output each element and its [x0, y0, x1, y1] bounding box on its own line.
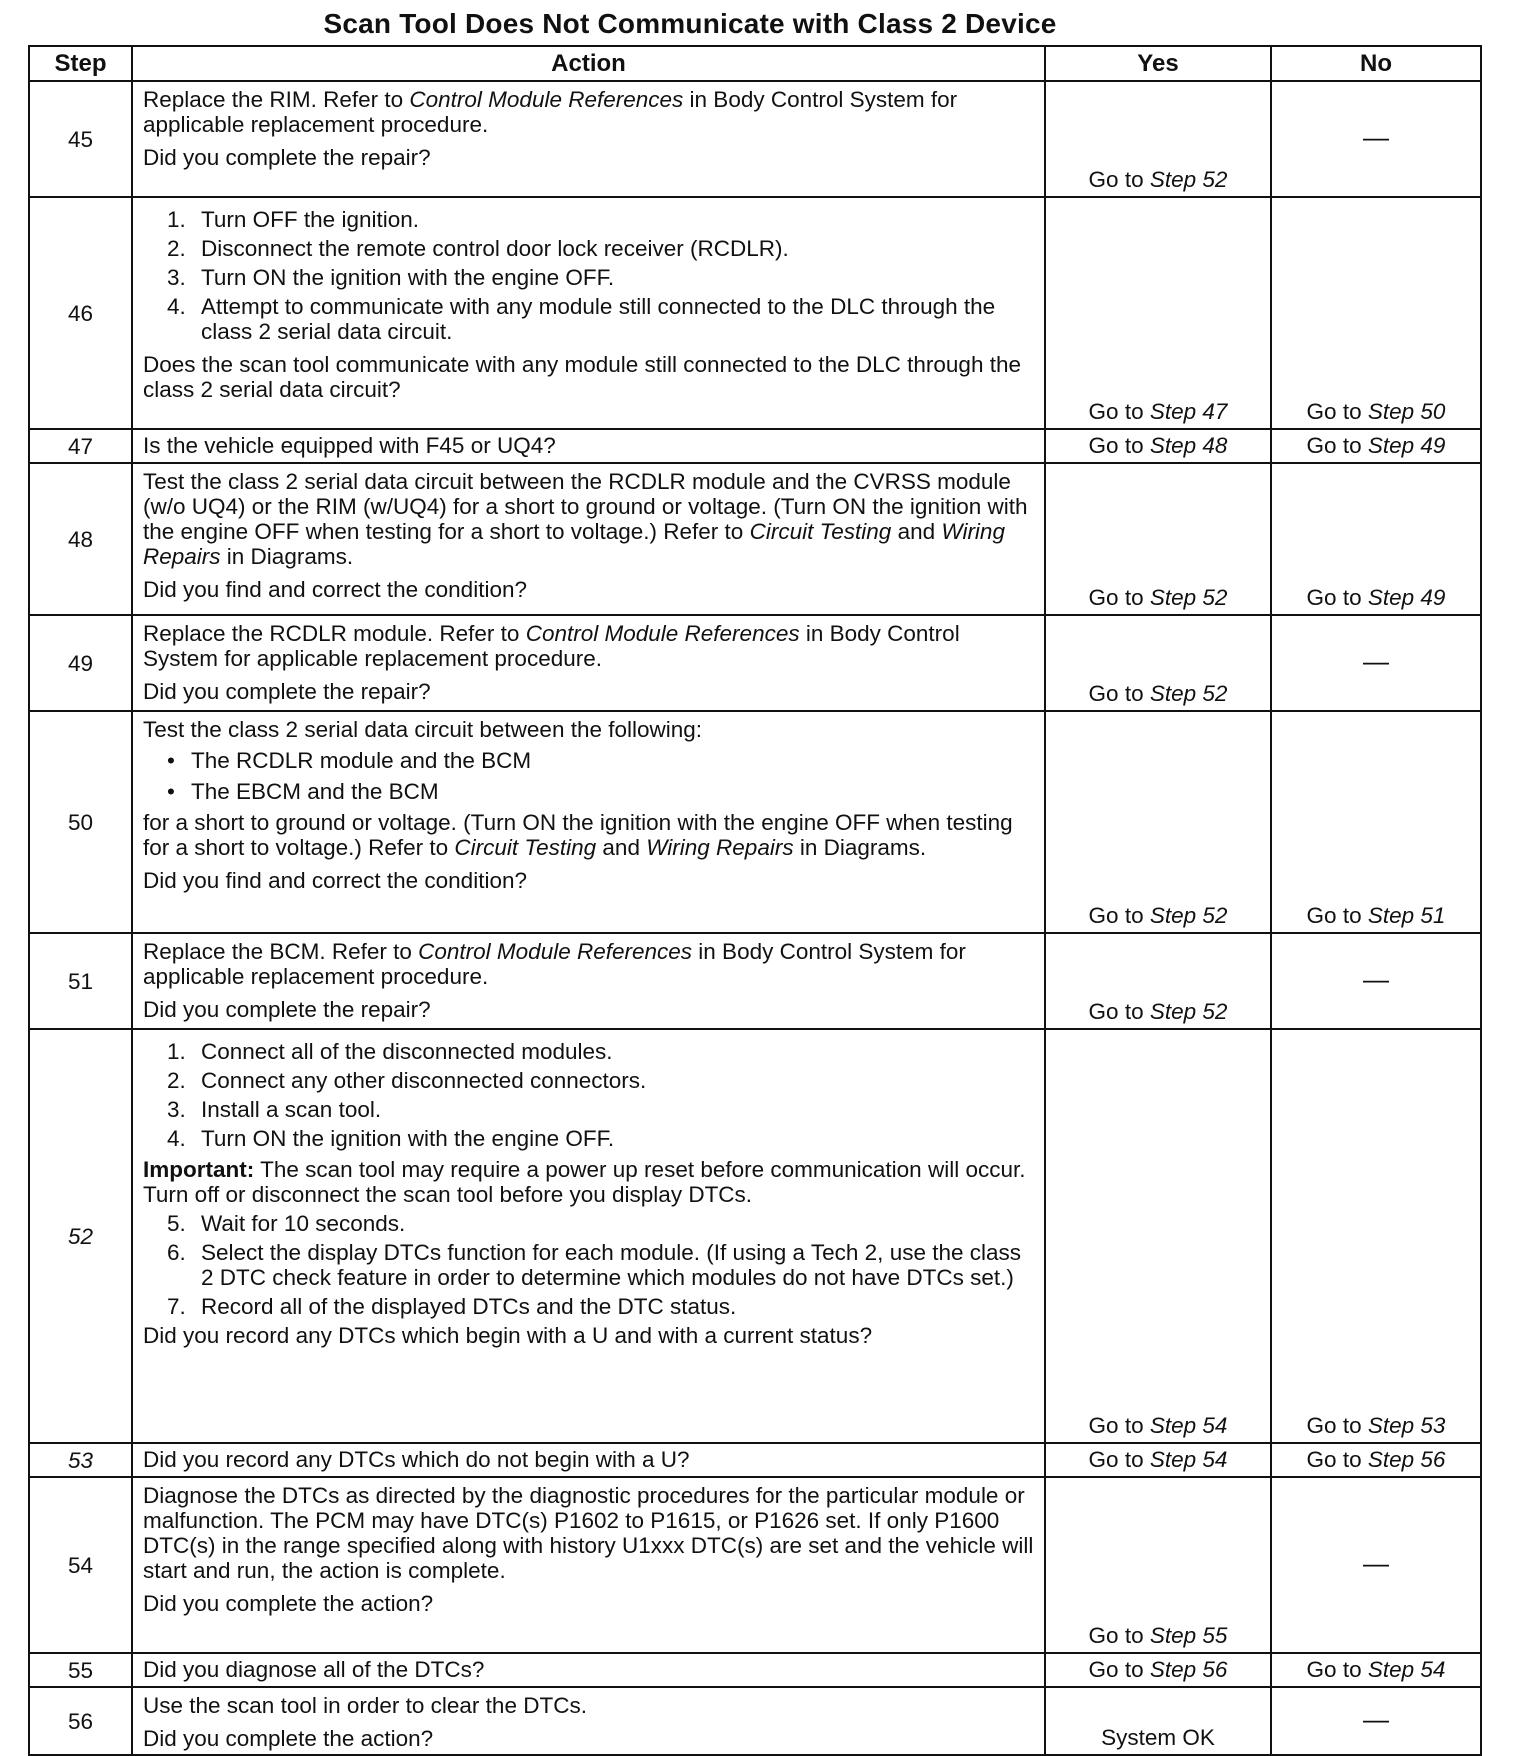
step-cell: 55	[29, 1653, 132, 1687]
table-row	[29, 933, 1481, 1029]
no-cell: —	[1271, 81, 1481, 197]
header-no: No	[1271, 46, 1481, 81]
bullet-item: • The EBCM and the BCM	[167, 779, 439, 804]
bullet-item: • The RCDLR module and the BCM	[167, 748, 532, 773]
action-cell: Use the scan tool in order to clear the DTCs. Did you complete the action?	[132, 1687, 1045, 1755]
question: Is the vehicle equipped with F45 or UQ4?	[143, 433, 556, 458]
action-cell: Test the class 2 serial data circuit between the RCDLR module and the CVRSS module (w/o UQ4) or the RIM (w/UQ4) for a short to ground or voltage. (Turn ON the ignition with the engine OFF when testing for a short to voltage.) Refer to Circuit Testing and Wiring Repairs in Diagrams. Did you find and correct the condition?	[132, 463, 1045, 615]
step-cell: 51	[29, 933, 132, 1029]
page-title: Scan Tool Does Not Communicate with Class 2 Device	[323, 8, 1057, 39]
question: Did you find and correct the condition?	[143, 577, 527, 602]
table-row	[29, 1477, 1481, 1653]
list-item: 7. Record all of the displayed DTCs and the DTC status.	[167, 1294, 737, 1319]
no-cell: —	[1271, 1477, 1481, 1653]
list-item: 4. Turn ON the ignition with the engine OFF.	[167, 1126, 615, 1151]
no-cell: Go to Step 56	[1271, 1443, 1481, 1477]
list-item: 2. Connect any other disconnected connectors.	[167, 1068, 647, 1093]
table-row	[29, 429, 1481, 463]
step-cell: 50	[29, 711, 132, 933]
no-cell: Go to Step 49	[1271, 429, 1481, 463]
no-cell: —	[1271, 1687, 1481, 1755]
header-step: Step	[29, 46, 132, 81]
step-cell: 48	[29, 463, 132, 615]
list-item: 3. Turn ON the ignition with the engine OFF.	[167, 265, 615, 290]
yes-cell: Go to Step 52	[1045, 711, 1271, 933]
question: Did you complete the action?	[143, 1591, 434, 1616]
header-row	[29, 46, 1481, 81]
action-cell	[132, 429, 1045, 463]
step-cell: 52	[29, 1029, 132, 1443]
question: Did you record any DTCs which do not begin with a U?	[143, 1447, 690, 1472]
table-row	[29, 463, 1481, 615]
header-yes: Yes	[1045, 46, 1271, 81]
step-cell: 54	[29, 1477, 132, 1653]
yes-cell: Go to Step 52	[1045, 81, 1271, 197]
step-cell: 46	[29, 197, 132, 429]
yes-cell: Go to Step 56	[1045, 1653, 1271, 1687]
no-cell: Go to Step 49	[1271, 463, 1481, 615]
action-cell: Replace the RCDLR module. Refer to Control Module References in Body Control System for applicable replacement procedure. Did you complete the repair?	[132, 615, 1045, 711]
table-row	[29, 615, 1481, 711]
table-row	[29, 711, 1481, 933]
no-cell: Go to Step 51	[1271, 711, 1481, 933]
action-cell	[132, 197, 1045, 429]
no-cell: —	[1271, 615, 1481, 711]
question: Did you find and correct the condition?	[143, 868, 527, 893]
yes-cell: Go to Step 48	[1045, 429, 1271, 463]
yes-cell: Go to Step 52	[1045, 933, 1271, 1029]
yes-cell: Go to Step 52	[1045, 615, 1271, 711]
list-item: 6. Select the display DTCs function for each module. (If using a Tech 2, use the class 2 DTC check feature in order to determine which modules do not have DTCs set.)	[167, 1240, 1022, 1290]
yes-cell: System OK	[1045, 1687, 1271, 1755]
question: Did you complete the action?	[143, 1726, 434, 1751]
yes-cell: Go to Step 54	[1045, 1443, 1271, 1477]
header-action: Action	[132, 46, 1045, 81]
action-cell: Test the class 2 serial data circuit between the following: • The RCDLR module and the BCM • The EBCM and the BCM for a short to ground or voltage. (Turn ON the ignition with the engine OFF when testing for a short to voltage.) Refer to Circuit Testing and Wiring Repairs in Diagrams. Did you find and correct the condition?	[132, 711, 1045, 933]
step-cell: 56	[29, 1687, 132, 1755]
step-cell: 53	[29, 1443, 132, 1477]
question: Did you complete the repair?	[143, 679, 431, 704]
list-item: 1. Turn OFF the ignition.	[167, 207, 420, 232]
yes-cell: Go to Step 54	[1045, 1029, 1271, 1443]
no-cell: Go to Step 53	[1271, 1029, 1481, 1443]
action-cell: Diagnose the DTCs as directed by the diagnostic procedures for the particular module or malfunction. The PCM may have DTC(s) P1602 to P1615, or P1626 set. If only P1600 DTC(s) in the range specified along with history U1xxx DTC(s) are set and the vehicle will start and run, the action is complete. Did you complete the action?	[132, 1477, 1045, 1653]
yes-cell: Go to Step 47	[1045, 197, 1271, 429]
diagnostic-table	[28, 45, 1482, 1756]
table-row	[29, 1687, 1481, 1755]
no-cell: Go to Step 50	[1271, 197, 1481, 429]
action-cell	[132, 1653, 1045, 1687]
list-item: 4. Attempt to communicate with any module still connected to the DLC through the class 2 serial data circuit.	[167, 294, 996, 344]
step-cell: 45	[29, 81, 132, 197]
no-cell: —	[1271, 933, 1481, 1029]
question: Did you record any DTCs which begin with a U and with a current status?	[143, 1323, 873, 1348]
table-row	[29, 81, 1481, 197]
table-row	[29, 1443, 1481, 1477]
step-cell: 49	[29, 615, 132, 711]
question: Did you complete the repair?	[143, 145, 431, 170]
action-cell: Replace the RIM. Refer to Control Module References in Body Control System for applicable replacement procedure. Did you complete the repair?	[132, 81, 1045, 197]
action-cell	[132, 1443, 1045, 1477]
table-row	[29, 1653, 1481, 1687]
list-item: 2. Disconnect the remote control door lock receiver (RCDLR).	[167, 236, 789, 261]
list-item: 1. Connect all of the disconnected modules.	[167, 1039, 613, 1064]
yes-cell: Go to Step 55	[1045, 1477, 1271, 1653]
list-item: 5. Wait for 10 seconds.	[167, 1211, 406, 1236]
no-cell: Go to Step 54	[1271, 1653, 1481, 1687]
question: Did you diagnose all of the DTCs?	[143, 1657, 485, 1682]
step-cell: 47	[29, 429, 132, 463]
question: Does the scan tool communicate with any module still connected to the DLC through the class 2 serial data circuit?	[143, 352, 1021, 402]
list-item: 3. Install a scan tool.	[167, 1097, 382, 1122]
yes-cell: Go to Step 52	[1045, 463, 1271, 615]
important-note: Important: The scan tool may require a power up reset before communication will occur. Turn off or disconnect the scan tool before you display DTCs.	[143, 1157, 1026, 1207]
table-row	[29, 1029, 1481, 1443]
question: Did you complete the repair?	[143, 997, 431, 1022]
action-cell	[132, 1029, 1045, 1443]
diagnostic-table-container	[28, 45, 1480, 1756]
action-cell: Replace the BCM. Refer to Control Module References in Body Control System for applicable replacement procedure. Did you complete the repair?	[132, 933, 1045, 1029]
table-row	[29, 197, 1481, 429]
